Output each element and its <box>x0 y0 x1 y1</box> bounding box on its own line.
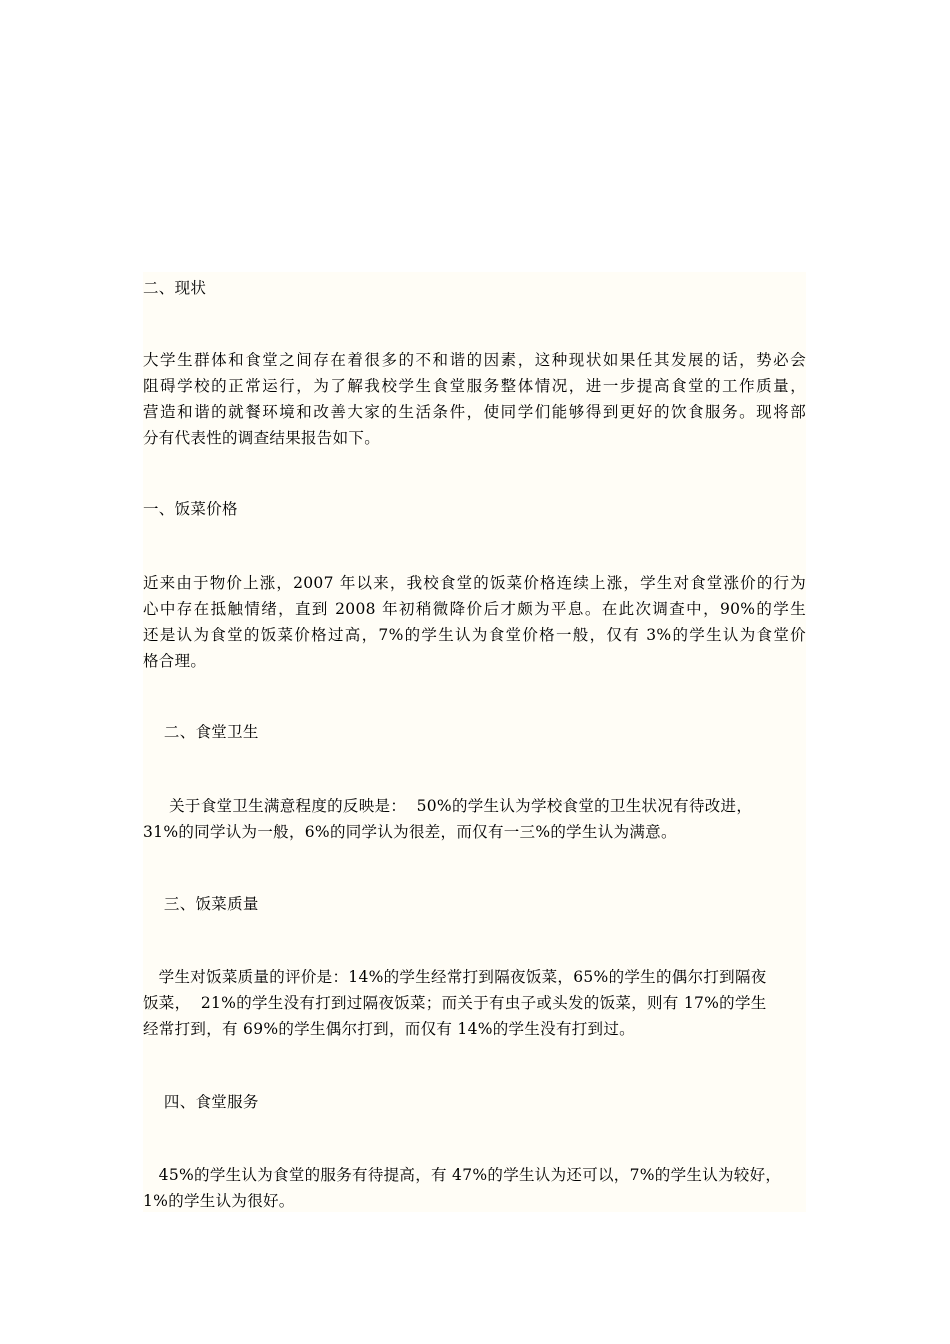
service-line-1: 45%的学生认为食堂的服务有待提高，有 47%的学生认为还可以，7%的学生认为较好， <box>143 1166 782 1184</box>
price-line-3: 还是认为食堂的饭菜价格过高，7%的学生认为食堂价格一般，仅有 3%的学生认为食堂价 <box>143 626 806 644</box>
price-line-2: 心中存在抵触情绪，直到 2008 年初稍微降价后才颇为平息。在此次调查中，90%的学生 <box>143 600 806 618</box>
hygiene-line-1: 关于食堂卫生满意程度的反映是： 50%的学生认为学校食堂的卫生状况有待改进， <box>143 797 753 815</box>
quality-line-3: 经常打到，有 69%的学生偶尔打到，而仅有 14%的学生没有打到过。 <box>143 1020 635 1038</box>
price-line-1: 近来由于物价上涨，2007 年以来，我校食堂的饭菜价格连续上涨，学生对食堂涨价的行为 <box>143 574 806 592</box>
quality-line-1: 学生对饭菜质量的评价是：14%的学生经常打到隔夜饭菜，65%的学生的偶尔打到隔夜 <box>143 968 767 986</box>
heading-quality: 三、饭菜质量 <box>143 895 259 913</box>
service-line-2: 1%的学生认为很好。 <box>143 1192 295 1210</box>
price-line-4: 格合理。 <box>143 652 207 670</box>
heading-status: 二、现状 <box>143 279 207 297</box>
quality-line-2: 饭菜， 21%的学生没有打到过隔夜饭菜；而关于有虫子或头发的饭菜，则有 17%的学生 <box>143 994 767 1012</box>
intro-line-3: 营造和谐的就餐环境和改善大家的生活条件，使同学们能够得到更好的饮食服务。现将部 <box>143 403 806 421</box>
heading-price: 一、饭菜价格 <box>143 500 238 518</box>
heading-service: 四、食堂服务 <box>143 1093 259 1111</box>
heading-hygiene: 二、食堂卫生 <box>143 723 259 741</box>
intro-line-2: 阻碍学校的正常运行，为了解我校学生食堂服务整体情况，进一步提高食堂的工作质量， <box>143 377 806 395</box>
hygiene-line-2: 31%的同学认为一般，6%的同学认为很差，而仅有一三%的学生认为满意。 <box>143 823 677 841</box>
intro-line-1: 大学生群体和食堂之间存在着很多的不和谐的因素，这种现状如果任其发展的话，势必会 <box>143 351 806 369</box>
intro-line-4: 分有代表性的调查结果报告如下。 <box>143 429 381 447</box>
